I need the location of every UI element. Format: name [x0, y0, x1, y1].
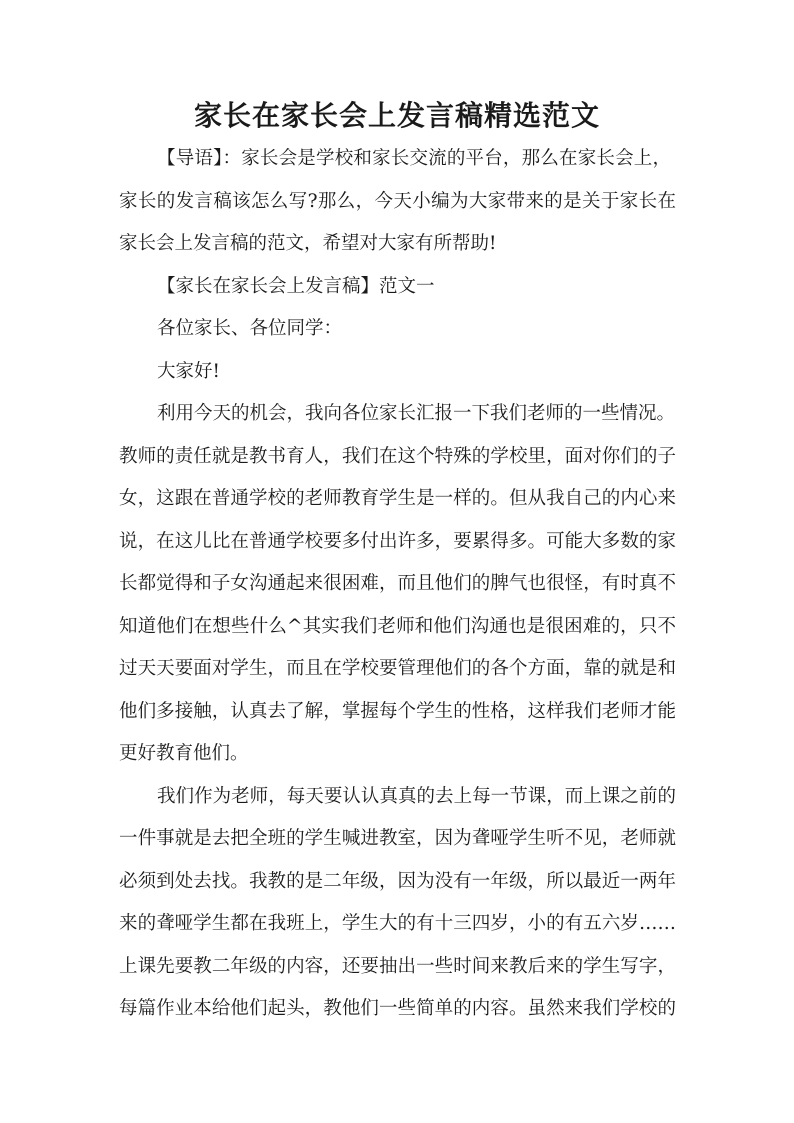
- paragraph-1-line-6: 知道他们在想些什么^其实我们老师和他们沟通也是很困难的，只不: [119, 616, 676, 637]
- paragraph-2-line-1: 我们作为老师，每天要认认真真的去上每一节课，而上课之前的: [157, 786, 676, 807]
- paragraph-1-line-1: 利用今天的机会，我向各位家长汇报一下我们老师的一些情况。: [157, 403, 676, 424]
- salutation: 各位家长、各位同学：: [157, 318, 343, 339]
- paragraph-1-line-5: 长都觉得和子女沟通起来很困难，而且他们的脾气也很怪，有时真不: [119, 573, 676, 594]
- intro-line-1: 【导语】：家长会是学校和家长交流的平台，那么在家长会上，: [157, 148, 671, 169]
- paragraph-1-line-4: 说，在这儿比在普通学校要多付出许多，要累得多。可能大多数的家: [119, 531, 676, 552]
- paragraph-1-line-7: 过天天要面对学生，而且在学校要管理他们的各个方面，靠的就是和: [119, 658, 676, 679]
- paragraph-2-line-2: 一件事就是去把全班的学生喊进教室，因为聋哑学生听不见，老师就: [119, 828, 676, 849]
- paragraph-2-line-5: 上课先要教二年级的内容，还要抽出一些时间来教后来的学生写字，: [119, 956, 676, 977]
- paragraph-1-line-3: 女，这跟在普通学校的老师教育学生是一样的。但从我自己的内心来: [119, 488, 676, 509]
- paragraph-1-line-2: 教师的责任就是教书育人，我们在这个特殊的学校里，面对你们的子: [119, 446, 676, 467]
- section-heading: 【家长在家长会上发言稿】范文一: [157, 276, 435, 297]
- paragraph-2-line-3: 必须到处去找。我教的是二年级，因为没有一年级，所以最近一两年: [119, 871, 676, 892]
- paragraph-1-line-9: 更好教育他们。: [119, 743, 249, 764]
- intro-line-3: 家长会上发言稿的范文，希望对大家有所帮助!: [119, 233, 497, 254]
- paragraph-2-line-6: 每篇作业本给他们起头，教他们一些简单的内容。虽然来我们学校的: [119, 998, 676, 1019]
- paragraph-2-line-4: 来的聋哑学生都在我班上，学生大的有十三四岁，小的有五六岁……: [119, 913, 676, 934]
- greeting: 大家好!: [157, 361, 220, 382]
- intro-line-2: 家长的发言稿该怎么写?那么，今天小编为大家带来的是关于家长在: [119, 191, 676, 212]
- paragraph-1-line-8: 他们多接触，认真去了解，掌握每个学生的性格，这样我们老师才能: [119, 701, 676, 722]
- document-title: 家长在家长会上发言稿精选范文: [193, 99, 600, 132]
